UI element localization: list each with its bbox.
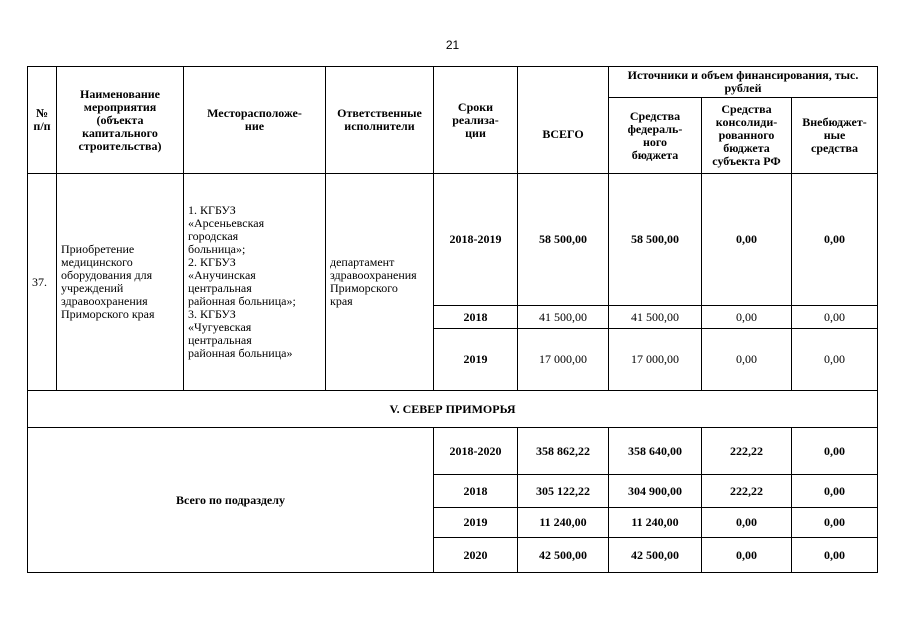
subtotal-total: 42 500,00 <box>518 538 609 573</box>
header-number: № п/п <box>28 67 57 174</box>
subtotal-federal: 42 500,00 <box>609 538 702 573</box>
header-terms: Сроки реализа- ции <box>434 67 518 174</box>
item-name: Приобретение медицинского оборудования для учреждений здравоохранения Приморского края <box>57 174 184 391</box>
header-executors: Ответственные исполнители <box>326 67 434 174</box>
subtotal-consolidated: 222,22 <box>702 428 792 475</box>
header-consolidated: Средства консолиди- рованного бюджета субъекта РФ <box>702 98 792 174</box>
subtotal-term: 2018 <box>434 475 518 508</box>
subtotal-total: 358 862,22 <box>518 428 609 475</box>
item-extrabudget: 0,00 <box>792 174 878 306</box>
subtotal-federal: 11 240,00 <box>609 508 702 538</box>
subtotal-total: 305 122,22 <box>518 475 609 508</box>
subtotal-extrabudget: 0,00 <box>792 475 878 508</box>
item-consolidated: 0,00 <box>702 329 792 391</box>
subtotal-federal: 304 900,00 <box>609 475 702 508</box>
item-federal: 41 500,00 <box>609 306 702 329</box>
subtotal-total: 11 240,00 <box>518 508 609 538</box>
subtotal-federal: 358 640,00 <box>609 428 702 475</box>
subtotal-consolidated: 222,22 <box>702 475 792 508</box>
financing-table <box>27 66 878 573</box>
header-location: Месторасположе- ние <box>184 67 326 174</box>
item-extrabudget: 0,00 <box>792 306 878 329</box>
subtotal-extrabudget: 0,00 <box>792 428 878 475</box>
item-term: 2018-2019 <box>434 174 518 306</box>
item-total: 58 500,00 <box>518 174 609 306</box>
item-total: 41 500,00 <box>518 306 609 329</box>
header-extrabudget: Внебюджет- ные средства <box>792 98 878 174</box>
table-row <box>28 174 878 306</box>
item-location: 1. КГБУЗ «Арсеньевская городская больница»; 2. КГБУЗ «Анучинская центральная районная больница»; 3. КГБУЗ «Чугуевская центральная районная больница» <box>184 174 326 391</box>
item-consolidated: 0,00 <box>702 306 792 329</box>
item-executor: департамент здравоохранения Приморского края <box>326 174 434 391</box>
subtotal-extrabudget: 0,00 <box>792 538 878 573</box>
table-header-row <box>28 67 878 98</box>
header-name: Наименование мероприятия (объекта капитального строительства) <box>57 67 184 174</box>
item-number: 37. <box>28 174 57 391</box>
header-sources-group: Источники и объем финансирования, тыс. рублей <box>609 67 878 98</box>
page-number: 21 <box>445 38 460 52</box>
subtotal-consolidated: 0,00 <box>702 538 792 573</box>
table-row <box>28 428 878 475</box>
item-term: 2018 <box>434 306 518 329</box>
item-consolidated: 0,00 <box>702 174 792 306</box>
item-term: 2019 <box>434 329 518 391</box>
item-federal: 58 500,00 <box>609 174 702 306</box>
item-federal: 17 000,00 <box>609 329 702 391</box>
section-title: V. СЕВЕР ПРИМОРЬЯ <box>28 391 878 428</box>
header-federal: Средства федераль- ного бюджета <box>609 98 702 174</box>
subtotal-consolidated: 0,00 <box>702 508 792 538</box>
subtotal-extrabudget: 0,00 <box>792 508 878 538</box>
subtotal-term: 2020 <box>434 538 518 573</box>
item-extrabudget: 0,00 <box>792 329 878 391</box>
header-total: ВСЕГО <box>518 67 609 174</box>
subtotal-label: Всего по подразделу <box>28 428 434 573</box>
subtotal-term: 2019 <box>434 508 518 538</box>
section-row <box>28 391 878 428</box>
item-total: 17 000,00 <box>518 329 609 391</box>
subtotal-term: 2018-2020 <box>434 428 518 475</box>
